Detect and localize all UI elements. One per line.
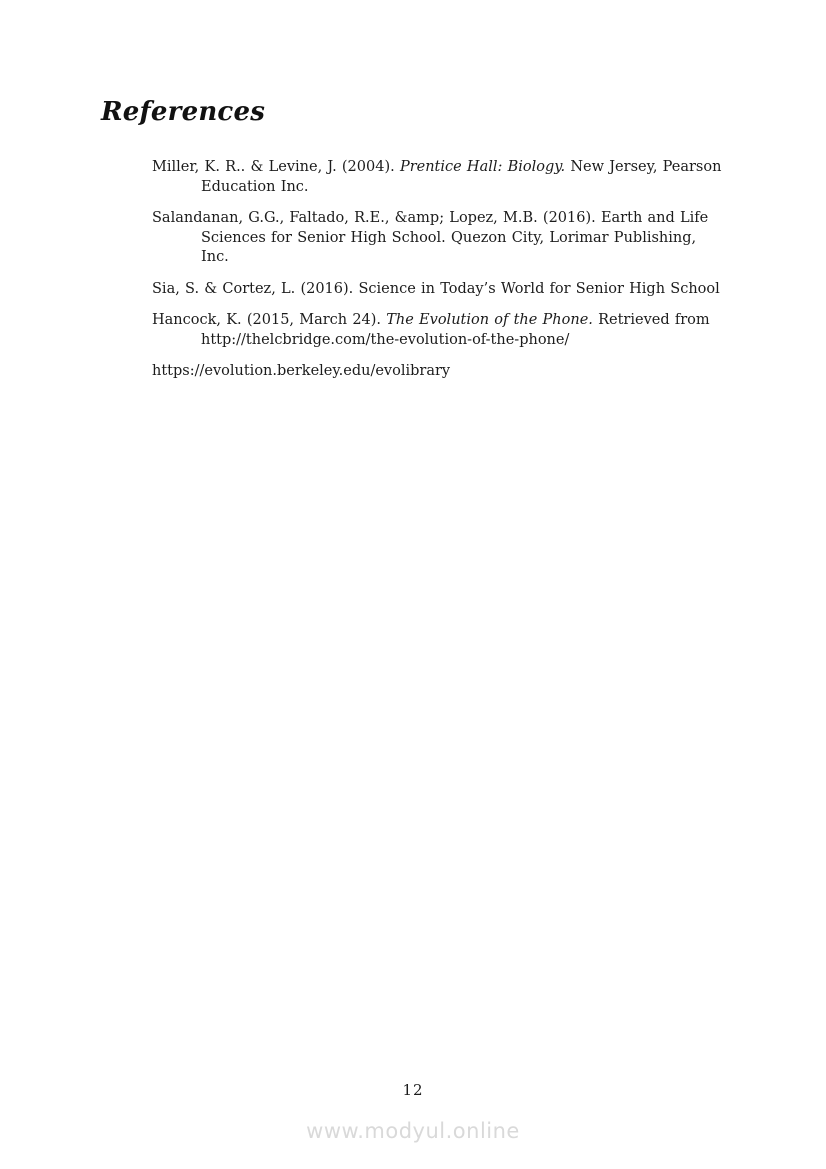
reference-title-segment: Prentice Hall: Biology.	[399, 159, 566, 175]
reference-text-segment: Sciences for Senior High School. Quezon City, Lorimar Publishing,	[201, 229, 697, 246]
page-number: 12	[402, 1081, 424, 1099]
reference-text-segment: http://thelcbridge.com/the-evolution-of-the-phone/	[201, 331, 570, 348]
watermark-text: www.modyul.online	[306, 1119, 520, 1143]
reference-text-segment: https://evolution.berkeley.edu/evolibrary	[152, 363, 451, 379]
references-list	[152, 158, 737, 394]
reference-text-segment: Retrieved from	[592, 312, 710, 328]
reference-entry	[152, 311, 737, 350]
reference-entry	[152, 280, 737, 300]
reference-line	[152, 331, 737, 351]
reference-entry	[152, 158, 737, 197]
reference-line	[152, 248, 737, 268]
reference-text-segment: Inc.	[201, 249, 229, 265]
reference-text-segment: Sia, S. & Cortez, L. (2016). Science in Today’s World for Senior High School	[152, 280, 720, 297]
page-title: References	[101, 97, 266, 127]
reference-line	[152, 209, 737, 229]
reference-text-segment: New Jersey, Pearson	[565, 159, 722, 175]
reference-text-segment: Salandanan, G.G., Faltado, R.E., &amp; Lopez, M.B. (2016). Earth and Life	[152, 210, 709, 226]
reference-title-segment: The Evolution of the Phone.	[386, 312, 593, 328]
reference-line	[152, 178, 737, 198]
reference-line	[152, 280, 737, 300]
reference-line	[152, 158, 737, 178]
reference-line	[152, 362, 737, 382]
reference-line	[152, 311, 737, 331]
reference-text-segment: Education Inc.	[201, 178, 309, 195]
reference-entry	[152, 362, 737, 382]
reference-entry	[152, 209, 737, 268]
reference-text-segment: Hancock, K. (2015, March 24).	[152, 312, 387, 328]
reference-line	[152, 229, 737, 249]
reference-text-segment: Miller, K. R.. & Levine, J. (2004).	[152, 159, 400, 175]
